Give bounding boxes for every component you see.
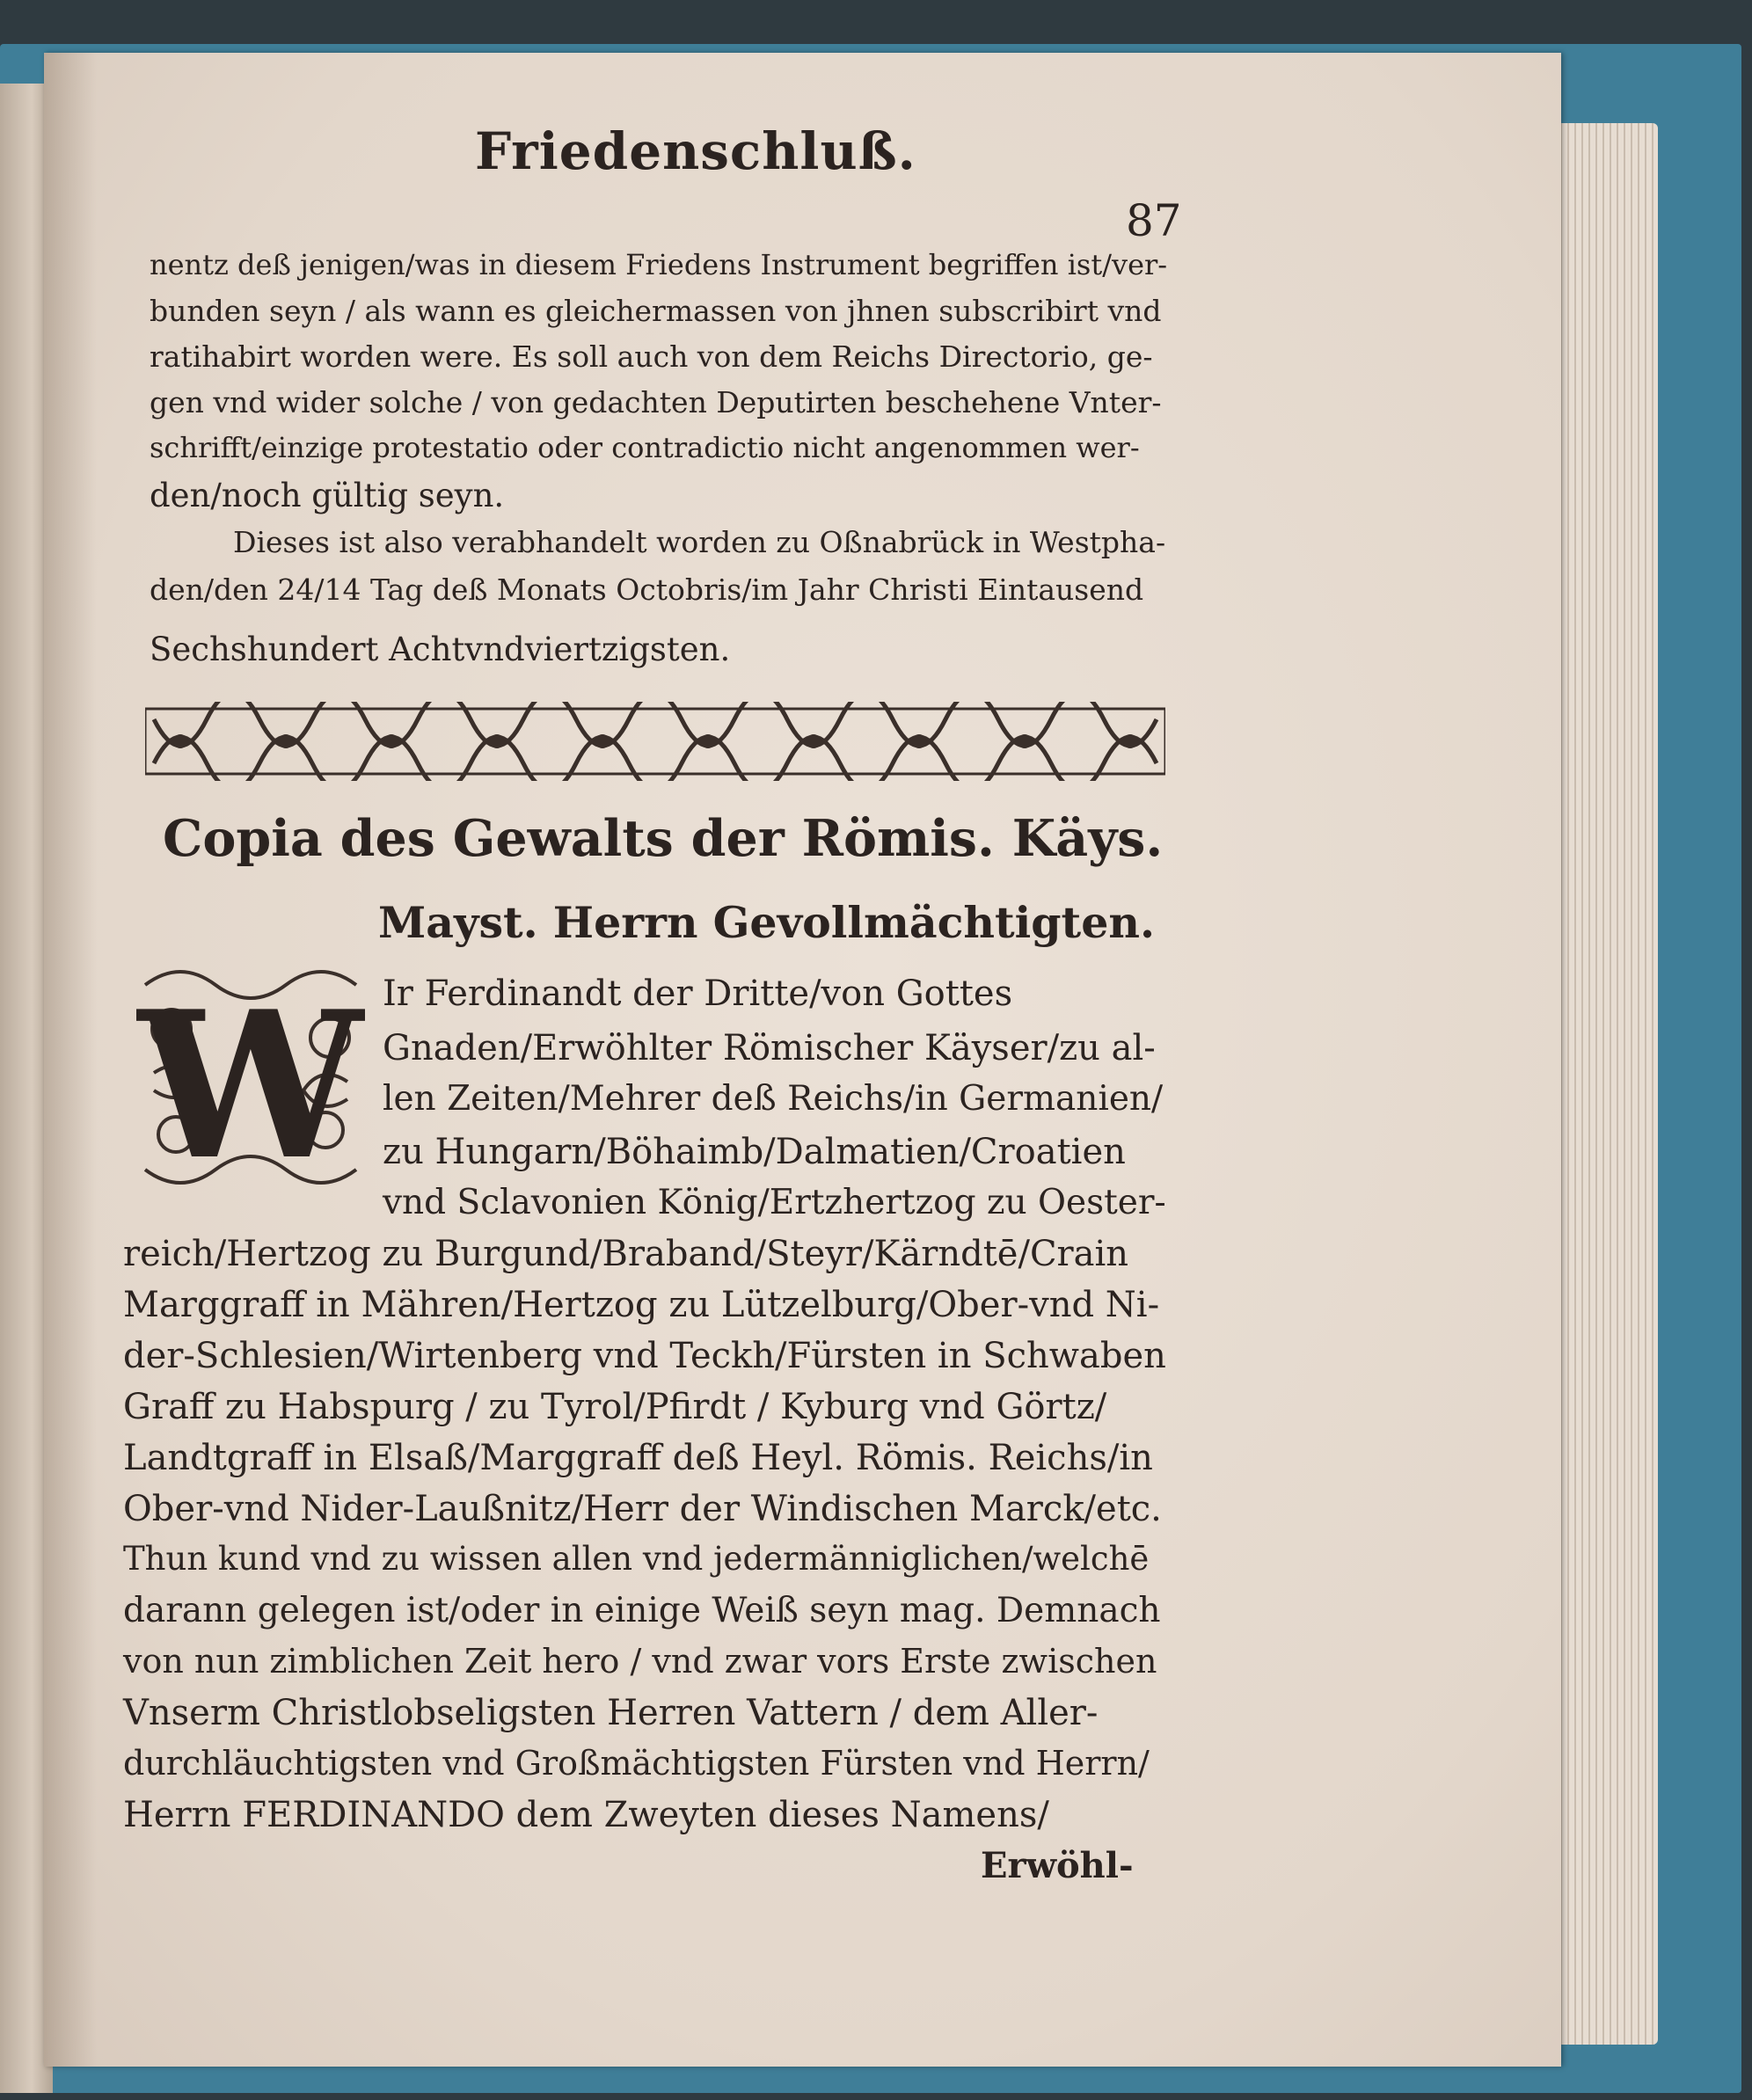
text-line: den/den 24/14 Tag deß Monats Octobris/im Jahr Christi Eintausend xyxy=(150,572,1144,607)
text-line: len Zeiten/Mehrer deß Reichs/in Germanien/ xyxy=(383,1079,1164,1119)
text-line: Landtgraff in Elsaß/Marggraff deß Heyl. Römis. Reichs/in xyxy=(123,1438,1153,1478)
text-line: schrifft/einzige protestatio oder contradictio nicht angenommen wer- xyxy=(150,431,1140,464)
ornament-border xyxy=(145,702,1165,781)
text-line: Vnserm Christlobseligsten Herren Vattern / dem Aller- xyxy=(123,1693,1099,1733)
text-line: den/noch gültig seyn. xyxy=(150,477,505,514)
decorated-initial xyxy=(136,959,365,1196)
section-title: Copia des Gewalts der Römis. Käys. xyxy=(163,809,1164,868)
text-line: reich/Hertzog zu Burgund/Braband/Steyr/Kärndtē/Crain xyxy=(123,1234,1129,1274)
page-gutter-shadow xyxy=(44,53,97,2067)
text-line: gen vnd wider solche / von gedachten Deputirten beschehene Vnter- xyxy=(150,385,1162,419)
text-line: Dieses ist also verabhandelt worden zu Oßnabrück in Westpha- xyxy=(233,525,1166,559)
text-line: Sechshundert Achtvndviertzigsten. xyxy=(150,631,731,668)
initial-letter: W xyxy=(136,967,365,1196)
text-line: darann gelegen ist/oder in einige Weiß seyn mag. Demnach xyxy=(123,1591,1161,1630)
section-subtitle: Mayst. Herrn Gevollmächtigten. xyxy=(378,897,1156,948)
text-line: bunden seyn / als wann es gleichermassen von jhnen subscribirt vnd xyxy=(150,294,1162,328)
running-header: Friedenschluß. xyxy=(475,121,916,181)
text-line: ratihabirt worden were. Es soll auch von dem Reichs Directorio, ge- xyxy=(150,339,1153,374)
text-line: Herrn FERDINANDO dem Zweyten dieses Namens/ xyxy=(123,1795,1049,1835)
text-line: der-Schlesien/Wirtenberg vnd Teckh/Fürsten in Schwaben xyxy=(123,1336,1166,1376)
catchword: Erwöhl- xyxy=(981,1845,1134,1886)
text-line: Graff zu Habspurg / zu Tyrol/Pfirdt / Kyburg vnd Görtz/ xyxy=(123,1387,1107,1427)
text-line: nentz deß jenigen/was in diesem Friedens Instrument begriffen ist/ver- xyxy=(150,248,1168,281)
page-number: 87 xyxy=(1126,195,1182,246)
text-line: zu Hungarn/Böhaimb/Dalmatien/Croatien xyxy=(383,1132,1126,1172)
text-line: Gnaden/Erwöhlter Römischer Käyser/zu al- xyxy=(383,1028,1156,1068)
text-line: vnd Sclavonien König/Ertzhertzog zu Oester- xyxy=(383,1183,1166,1222)
text-line: von nun zimblichen Zeit hero / vnd zwar vors Erste zwischen xyxy=(123,1642,1157,1681)
text-line: Thun kund vnd zu wissen allen vnd jedermänniglichen/welchē xyxy=(123,1540,1150,1578)
text-line: Ober-vnd Nider-Laußnitz/Herr der Windischen Marck/etc. xyxy=(123,1489,1162,1529)
text-line: Marggraff in Mähren/Hertzog zu Lützelburg/Ober-vnd Ni- xyxy=(123,1285,1160,1325)
text-line: durchläuchtigsten vnd Großmächtigsten Fürsten vnd Herrn/ xyxy=(123,1744,1150,1783)
text-line: Ir Ferdinandt der Dritte/von Gottes xyxy=(383,973,1013,1014)
